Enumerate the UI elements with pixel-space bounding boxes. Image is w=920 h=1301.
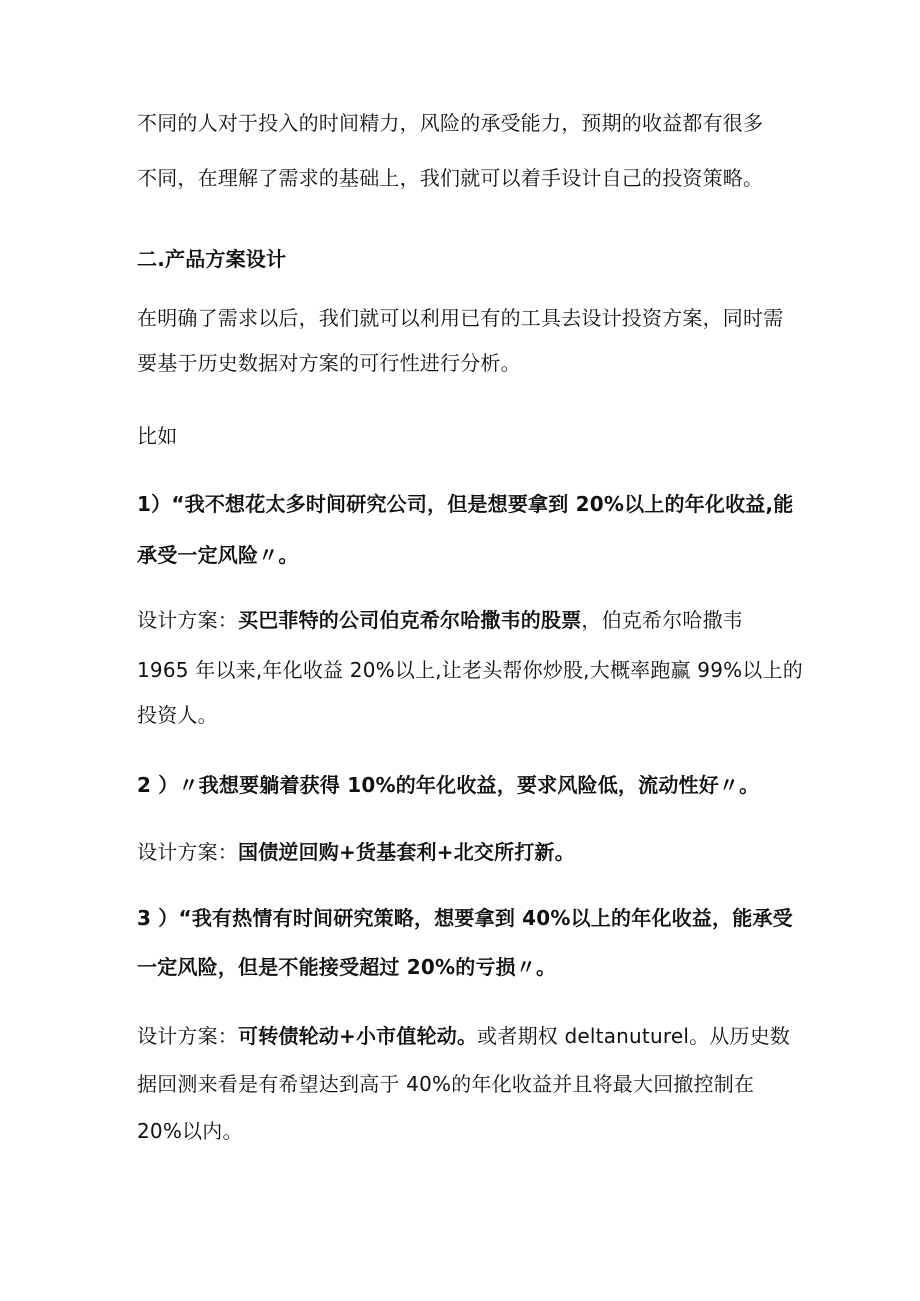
case2-design-line	[137, 839, 797, 865]
case3-design-bold: 可转债轮动+小市值轮动。	[238, 1024, 478, 1048]
section-paragraph-line-1: 在明确了需求以后，我们就可以利用已有的工具去设计投资方案，同时需	[137, 306, 784, 330]
case1-design-label: 设计方案：	[137, 608, 238, 632]
case2-question: 2 ）〃我想要躺着获得 10%的年化收益，要求风险低，流动性好〃。	[137, 773, 760, 797]
case3-design-line-3: 20%以内。	[137, 1119, 243, 1143]
case1-design-line-3: 投资人。	[137, 703, 218, 727]
case3-design-line-2: 据回测来看是有希望达到高于 40%的年化收益并且将最大回撤控制在	[137, 1072, 755, 1096]
section-heading: 二.产品方案设计	[137, 247, 287, 271]
case3-design-line-1	[137, 1023, 797, 1049]
case1-question-line-1: 1）“我不想花太多时间研究公司，但是想要拿到 20%以上的年化收益,能	[137, 492, 794, 516]
case1-design-bold: 买巴菲特的公司伯克希尔哈撒韦的股票	[238, 608, 582, 632]
section-paragraph-line-2: 要基于历史数据对方案的可行性进行分析。	[137, 351, 521, 375]
case3-design-label: 设计方案：	[137, 1024, 238, 1048]
case2-design-label: 设计方案：	[137, 840, 238, 864]
case1-design-line-2: 1965 年以来,年化收益 20%以上,让老头帮你炒股,大概率跑赢 99%以上的	[137, 658, 803, 682]
case2-design-bold: 国债逆回购+货基套利+北交所打新。	[238, 840, 575, 864]
case1-question-line-2: 承受一定风险〃。	[137, 543, 299, 567]
case1-design-line-1	[137, 607, 797, 633]
case3-question-line-1: 3 ）“我有热情有时间研究策略，想要拿到 40%以上的年化收益，能承受	[137, 906, 793, 930]
example-label: 比如	[137, 424, 178, 448]
case3-question-line-2: 一定风险，但是不能接受超过 20%的亏损〃。	[137, 955, 557, 979]
intro-line-1: 不同的人对于投入的时间精力，风险的承受能力，预期的收益都有很多	[137, 111, 764, 135]
intro-line-2: 不同，在理解了需求的基础上，我们就可以着手设计自己的投资策略。	[137, 166, 764, 190]
case3-design-rest: 或者期权 deltanuturel。从历史数	[477, 1024, 791, 1048]
case1-design-rest: ，伯克希尔哈撒韦	[581, 608, 744, 632]
